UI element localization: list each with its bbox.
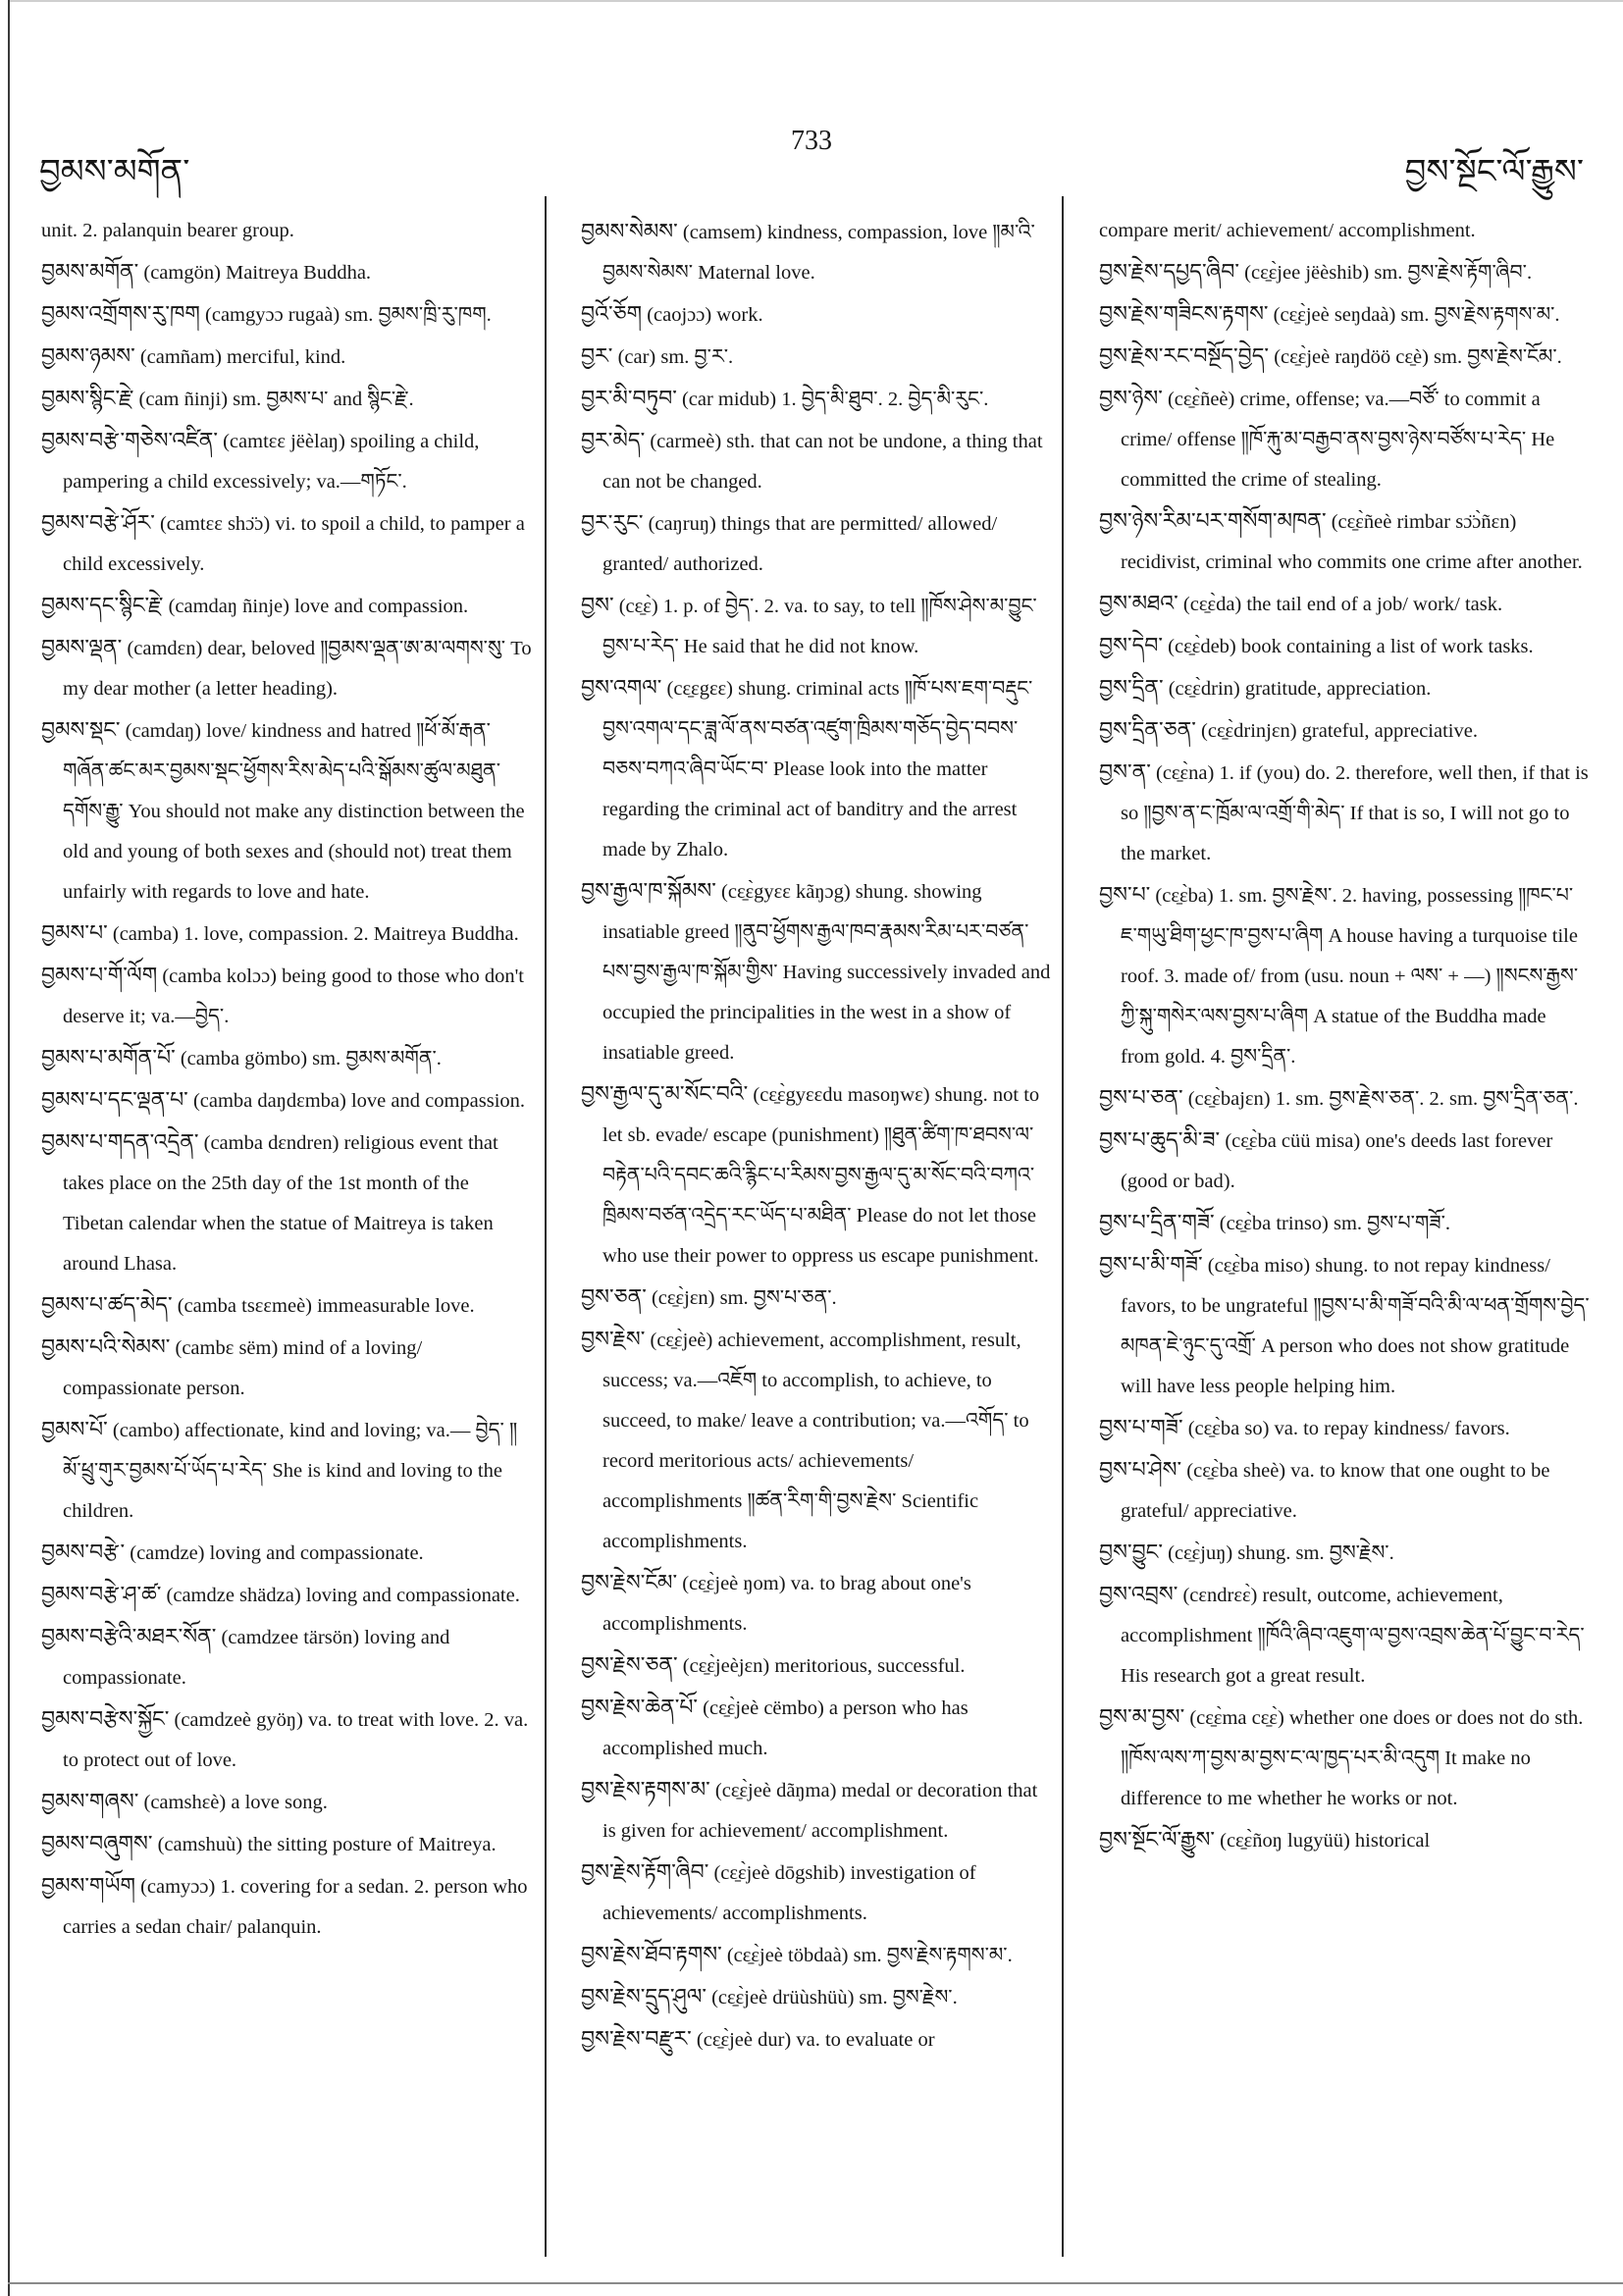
entry-headword: བྱམས་པའི་སེམས་ [41,1334,171,1359]
dictionary-entry [41,1865,532,1948]
entry-headword: བྱམས་བཞུགས་ [41,1831,153,1855]
entry-headword: བྱམས་པ་གདན་འདྲེན་ [41,1129,199,1154]
entry-headword: བྱམས་མགོན་ [41,259,139,284]
entry-definition: (cɛ̱ɛ̀ma cɛ̱ɛ̀) whether one does or does not do sth. ༎ཁོས་ལས་ཀ་བྱས་མ་བྱས་ང་ལ་ཁྱད་པར་མི་འདུག It make no difference to me whether he works or not. [1121,1707,1584,1809]
column-rule [1062,196,1064,2257]
entry-headword: བྱམས་གཞས་ [41,1789,139,1813]
entry-headword: བྱས་རྗེས་རང་བསྔོད་བྱེད་ [1099,343,1270,368]
entry-definition: (camñam) merciful, kind. [139,346,346,368]
dictionary-entry [41,913,532,955]
entry-headword: བྱམས་སྡང་ [41,717,121,742]
entry-definition: (camba gömbo) sm. བྱམས་མགོན་. [180,1048,442,1070]
dictionary-entry [1099,1449,1590,1532]
entry-definition: (cɛ̱ɛ̀juŋ) shung. sm. བྱས་རྗེས་. [1168,1542,1394,1564]
entry-headword: བྱས་རྗེས་དྲུད་ཤུལ་ [581,1984,707,2009]
entry-headword: བྱས་པ་མི་གཟོ་ [1099,1252,1203,1277]
entry-definition: (cɛ̱ɛ̀jeè) achievement, accomplishment, result, success; va.—འཇོག to accomplish, to achieve, to succeed, to make/ leave a contribution; va.—འགོད་ to record meritorious acts/ achievements/ accomplishments ༎ཚན་རིག་གི་བྱས་རྗེས་ Scientific accomplishments. [602,1330,1029,1552]
dictionary-entry [41,1574,532,1616]
dictionary-entry [41,502,532,585]
dictionary-entry [41,1532,532,1574]
entry-definition: (cɛ̱ɛ̀ba so) va. to repay kindness/ favors. [1187,1418,1510,1439]
entry-definition: (cɛ̱ɛ̀jeèjɛn) meritorious, successful. [682,1655,966,1677]
dictionary-entry [1099,336,1590,378]
page-header [39,116,1584,190]
entry-definition: (cɛ̱ɛgɛɛ) shung. criminal acts ༎ཁོ་པས་ཇག་བརྡུང་བྱས་འགལ་དང་ཟླ་ལོ་ནས་བཙན་འཛུག་ཁྲིམས་གཅོད་བྱེད་བབས་བཅས་བཀའ་ཞིབ་ཡོང་བ་ Please look into the matter regarding the criminal act of banditry and the arrest made by Zhalo. [602,678,1033,861]
entry-headword: བྱས་རྗེས་ཆེན་པོ་ [581,1695,699,1719]
entry-definition: (camba kolɔɔ) being good to those who don't deserve it; va.—བྱེད་. [63,965,524,1027]
entry-headword: བྱམས་ཉམས་ [41,343,135,368]
entry-definition: (camdɛn) dear, beloved ༎བྱམས་ལྡན་ཨ་མ་ལགས་སུ་ To my dear mother (a letter heading). [63,638,532,700]
entry-headword: བྱས་རྒྱལ་ཁ་སྐོམས་ [581,878,716,903]
entry-headword: བྱམས་བརྩེས་སྐྱོང་ [41,1706,170,1731]
entry-definition: (cɛ̱ɛ̀jeè cëmbo) a person who has accomplished much. [602,1697,969,1759]
entry-headword: བྱམས་བརྩེ་ [41,1539,126,1564]
dictionary-entry [41,1616,532,1698]
entry-headword: བྱས་བྱུང་ [1099,1539,1163,1564]
entry-definition: (cɛ̱ɛ̀) 1. p. of བྱེད་. 2. va. to say, to tell ༎ཁོས་ཤེས་མ་བྱུང་བྱས་པ་རེད་ He said that he did not know. [602,596,1037,657]
entry-definition: (cɛ̱ɛ̀na) 1. if (you) do. 2. therefore, well then, if that is so ༎བྱས་ན་ང་ཁྲོམ་ལ་འགྲོ་གི་མེད་ If that is so, I will not go to the market. [1121,762,1589,864]
entry-definition: (camba dɛndren) religious event that takes place on the 25th day of the 1st month of the Tibetan calendar when the statue of Maitreya is taken around Lhasa. [63,1132,498,1275]
guide-word-right: བྱས་སྔོང་ལོ་རྒྱུས་ [1404,154,1584,190]
entry-definition: (cɛ̱ɛ̀jee jëèshib) sm. བྱས་རྗེས་རྟོག་ཞིབ་. [1244,262,1533,284]
entry-headword: བྱས་མཐའ་ [1099,591,1178,615]
entry-headword: བྱར་མི་བཏུབ་ [581,386,677,410]
dictionary-entry [41,1284,532,1327]
entry-headword: བྱས་རྗེས་རྟོག་ཞིབ་ [581,1859,709,1884]
entry-headword: བྱས་དྲིན་ [1099,675,1164,700]
dictionary-entry [41,251,532,293]
entry-definition: (camba tsɛɛmeè) immeasurable love. [177,1295,475,1317]
entry-headword: བྱས་པ་ [1099,882,1151,907]
entry-definition: (cambɛ sëm) mind of a loving/ compassionate person. [63,1337,423,1399]
entry-definition: (car midub) 1. བྱེད་མི་ཐུབ་. 2. བྱེད་མི་རུང་. [681,389,989,410]
dictionary-entry [581,1934,1052,1976]
dictionary-entry [581,211,1052,293]
entry-headword: བྱས་སྔོང་ལོ་རྒྱུས་ [1099,1827,1215,1852]
entry-headword: བྱས་རྗེས་ [581,1327,646,1351]
dictionary-entry [1099,1407,1590,1449]
dictionary-entry [1099,1202,1590,1244]
dictionary-entry [581,1769,1052,1852]
entry-headword: བྱས་པ་ཅན་ [1099,1085,1183,1110]
dictionary-column-2 [581,211,1052,2061]
entry-definition: (cɛ̱ɛ̀ba trinso) sm. བྱས་པ་གཟོ་. [1219,1213,1451,1234]
page-number: 733 [791,126,832,156]
entry-headword: བྱས་དེབ་ [1099,633,1164,657]
dictionary-entry [41,1037,532,1079]
entry-definition: (camdzeè gyöŋ) va. to treat with love. 2. va. to protect out of love. [63,1709,529,1771]
entry-definition: (cɛ̱ɛ̀jeè töbdaà) sm. བྱས་རྗེས་རྟགས་མ་. [726,1945,1013,1966]
dictionary-entry [1099,1120,1590,1202]
entry-headword: བྱས་ཉེས་ [1099,386,1163,410]
dictionary-entry [1099,378,1590,500]
dictionary-entry [1099,211,1590,251]
entry-headword: བྱས་ཉེས་རིམ་པར་གསོག་མཁན་ [1099,508,1327,533]
dictionary-entry [41,709,532,913]
dictionary-entry [581,502,1052,585]
entry-headword: བྱམས་སྙིང་རྗེ་ [41,386,134,410]
dictionary-entry [41,211,532,251]
entry-definition: (cɛ̱ɛ̀gyɛɛ kãŋɔg) shung. showing insatiable greed ༎ནུབ་ཕྱོགས་རྒྱལ་ཁབ་རྣམས་རིམ་པར་བཙན་པས་བྱས་རྒྱལ་ཁ་སྐོམ་གྱིས་ Having successively invaded and occupied the principalities in the west in a show of insatiable greed. [602,881,1051,1064]
dictionary-entry [1099,500,1590,583]
entry-headword: བྱས་རྗེས་ཐོབ་རྟགས་ [581,1942,722,1966]
entry-definition: (caŋruŋ) things that are permitted/ allowed/ granted/ authorized. [602,513,998,575]
entry-headword: བྱའོ་ཅོག [581,301,643,326]
entry-definition: unit. 2. palanquin bearer group. [41,220,294,241]
entry-headword: བྱས་རྗེས་ངོམ་ [581,1570,678,1594]
entry-headword: བྱམས་གཡོག [41,1873,135,1898]
dictionary-entry [41,1781,532,1823]
entry-headword: བྱམས་པོ་ [41,1417,108,1441]
dictionary-entry [581,1073,1052,1277]
dictionary-entry [581,1644,1052,1687]
entry-definition: (camshɛè) a love song. [143,1792,328,1813]
column-rule [545,196,547,2257]
entry-headword: བྱས་མ་བྱས་ [1099,1704,1185,1729]
entry-headword: བྱམས་བརྩེ་ཤོར་ [41,510,155,535]
entry-definition: (carmeè) sth. that can not be undone, a thing that can not be changed. [602,431,1043,493]
entry-headword: བྱམས་པ་དང་ལྡན་པ་ [41,1087,188,1112]
dictionary-entry [1099,583,1590,625]
entry-headword: བྱས་ [581,593,614,617]
entry-definition: (cɛ̱ɛ̀jeè drüùshüù) sm. བྱས་རྗེས་. [711,1987,958,2009]
entry-definition: (camtɛɛ shɔ̈ɔ) vi. to spoil a child, to pamper a child excessively. [63,513,525,575]
entry-definition: (cam ñinji) sm. བྱམས་པ་ and སྙིང་རྗེ་. [138,389,414,410]
dictionary-entry [581,585,1052,667]
entry-headword: བྱས་པ་དྲིན་གཟོ་ [1099,1210,1215,1234]
dictionary-entry [1099,667,1590,709]
entry-definition: (camsem) kindness, compassion, love ༎མ་འི་བྱམས་སེམས་ Maternal love. [602,222,1035,284]
dictionary-entry [581,1976,1052,2018]
entry-headword: བྱམས་པ་མགོན་པོ་ [41,1045,176,1070]
entry-definition: (cɛ̱ɛ̀jeè dur) va. to evaluate or [696,2029,935,2051]
dictionary-entry [581,378,1052,420]
dictionary-entry [581,1277,1052,1319]
entry-headword: བྱར་རུང་ [581,510,644,535]
entry-headword: བྱས་འགལ་ [581,675,662,700]
entry-definition: (cɛ̱ɛ̀gyɛɛdu masoŋwɛ) shung. not to let sb. evade/ escape (punishment) ༎ཐུན་ཚིག་ཁ་ཐབས་ལ་བརྟེན་པའི་དབང་ཆའི་རྙིང་པ་རིམས་བྱས་རྒྱལ་དུ་མ་སོང་བའི་བཀའ་ཁྲིམས་བཙན་འདྲེད་རང་ཡོད་པ་མཐིན་ Please do not let those who use their power to oppress us escape punishment. [602,1084,1040,1267]
dictionary-entry [1099,752,1590,874]
entry-definition: (camgön) Maitreya Buddha. [143,262,372,284]
dictionary-entry [1099,1696,1590,1819]
dictionary-entry [1099,1532,1590,1574]
entry-definition: (car) sm. བྱ་ར་. [617,346,734,368]
dictionary-entry [41,1823,532,1865]
entry-headword: བྱར་མེད་ [581,428,646,452]
page-edge-top [8,0,1623,2]
entry-headword: བྱམས་སེམས་ [581,219,678,243]
entry-definition: (cɛ̱ɛ̀jeè ŋom) va. to brag about one's accomplishments. [602,1573,971,1635]
entry-definition: (camba) 1. love, compassion. 2. Maitreya Buddha. [112,923,519,945]
entry-definition: (camtɛɛ jëèlaŋ) spoiling a child, pampering a child excessively; va.—གཏོང་. [63,431,480,493]
entry-definition: (camshuù) the sitting posture of Maitreya. [157,1834,497,1855]
dictionary-entry [41,378,532,420]
dictionary-entry [581,420,1052,502]
entry-headword: བྱས་པ་གཟོ་ [1099,1415,1183,1439]
dictionary-entry [581,1687,1052,1769]
dictionary-entry [41,336,532,378]
dictionary-entry [41,585,532,627]
entry-definition: (camdaŋ) love/ kindness and hatred ༎ཕོ་མོ་རྒན་གཞོན་ཚང་མར་བྱམས་སྡང་ཕྱོགས་རིས་མེད་པའི་སྒོམས་ཚུལ་མཐུན་དགོས་རྒྱུ་ You should not make any distinction between the old and young of both sexes and (should not) treat them unfairly with regards to love and hate. [63,720,525,903]
dictionary-entry [1099,709,1590,752]
entry-definition: (camgyɔɔ rugaà) sm. བྱམས་ཁྲི་རུ་ཁག. [205,304,492,326]
entry-headword: བྱས་པ་ཆུད་མི་ཟ་ [1099,1127,1221,1152]
entry-definition: (camba daŋdɛmba) love and compassion. [192,1090,526,1112]
entry-definition: (cɛ̱ɛ̀jɛn) sm. བྱས་པ་ཅན་. [651,1287,837,1309]
dictionary-entry [581,667,1052,870]
entry-headword: བྱས་རྗེས་ཅན་ [581,1652,678,1677]
entry-definition: (cɛ̱ɛ̀ñoŋ lugyüü) historical [1220,1830,1431,1852]
entry-headword: བྱམས་བརྩེའི་མཐར་སོན་ [41,1624,217,1648]
entry-definition: (camdze shädza) loving and compassionate. [166,1585,520,1606]
entry-definition: (cɛ̱ɛ̀jeè dãŋma) medal or decoration that is given for achievement/ accomplishment. [602,1780,1038,1842]
entry-headword: བྱས་པ་ཤེས་ [1099,1457,1182,1482]
entry-headword: བྱམས་ལྡན་ [41,635,123,659]
entry-definition: (caojɔɔ) work. [647,304,763,326]
entry-definition: (cɛ̱ɛ̀ñeè) crime, offense; va.—བཙོ་ to commit a crime/ offense ༎ཁོ་རྐུ་མ་བརྒྱབ་ནས་བྱས་ཉེས་བཙོས་པ་རེད་ He committed the crime of stealing. [1121,389,1555,491]
entry-definition: (cɛ̱ɛ̀jeè seŋdaà) sm. བྱས་རྗེས་རྟགས་མ་. [1273,304,1560,326]
entry-definition: (cɛ̱ɛ̀jeè dōgshib) investigation of achievements/ accomplishments. [602,1862,976,1924]
entry-definition: (cɛ̱ɛ̀deb) book containing a list of work tasks. [1168,636,1534,657]
entry-definition: compare merit/ achievement/ accomplishment. [1099,220,1476,241]
entry-definition: (cɛ̱ɛ̀ba sheè) va. to know that one ought to be grateful/ appreciative. [1121,1460,1550,1522]
entry-headword: བྱམས་བརྩེ་གཅེས་འཛིན་ [41,428,218,452]
dictionary-entry [581,1852,1052,1934]
entry-headword: བྱམས་པ་གོ་ལོག [41,963,158,987]
entry-definition: (cɛ̱ɛ̀ba) 1. sm. བྱས་རྗེས་. 2. having, possessing ༎ཁང་པ་ཇ་གཡུ་ཐིག་ཕྱང་ཁ་བྱས་པ་ཞིག A house having a turquoise tile roof. 3. made of/ from (usu. noun + ལས་ + —) ༎སངས་རྒྱས་ཀྱི་སྐུ་གསེར་ལས་བྱས་པ་ཞིག A statue of the Buddha made from gold. 4. བྱས་དྲིན་. [1121,885,1579,1068]
dictionary-entry [41,1327,532,1409]
dictionary-entry [41,627,532,709]
dictionary-entry [1099,293,1590,336]
entry-headword: བྱས་རྗེས་རྟགས་མ་ [581,1777,710,1801]
dictionary-entry [1099,1244,1590,1407]
dictionary-entry [1099,625,1590,667]
entry-headword: བྱས་དྲིན་ཅན་ [1099,717,1196,742]
dictionary-entry [581,1562,1052,1644]
dictionary-column-1 [41,211,532,1948]
dictionary-entry [1099,1077,1590,1120]
entry-headword: བྱས་ཅན་ [581,1284,647,1309]
dictionary-entry [1099,251,1590,293]
entry-headword: བྱམས་བརྩེ་ཤ་ཚ་ [41,1582,162,1606]
dictionary-entry [1099,1574,1590,1696]
entry-headword: བྱམས་པ་ཚད་མེད་ [41,1292,173,1317]
dictionary-entry [1099,874,1590,1077]
entry-definition: (cɛ̱ɛ̀bajɛn) 1. sm. བྱས་རྗེས་ཅན་. 2. sm. བྱས་དྲིན་ཅན་. [1187,1088,1579,1110]
entry-headword: བྱར་ [581,343,613,368]
dictionary-entry [581,336,1052,378]
page-bottom-edge [8,2282,1623,2284]
entry-definition: (cɛ̱ɛ̀drin) gratitude, appreciation. [1168,678,1432,700]
entry-headword: བྱམས་པ་ [41,920,108,945]
entry-headword: བྱས་རྗེས་དཔྱད་ཞིབ་ [1099,259,1240,284]
entry-headword: བྱམས་དང་སྙིང་རྗེ་ [41,593,164,617]
dictionary-entry [41,955,532,1037]
dictionary-entry [581,2018,1052,2061]
entry-definition: (cɛndrɛɛ̀) result, outcome, achievement, accomplishment ༎ཁོའི་ཞིབ་འཇུག་ལ་བྱས་འབྲས་ཆེན་པོ་བྱུང་བ་རེད་ His research got a great result. [1121,1585,1585,1687]
dictionary-entry [41,1698,532,1781]
entry-headword: བྱས་རྗེས་གཟིངས་རྟགས་ [1099,301,1269,326]
entry-definition: (camdaŋ ñinje) love and compassion. [168,596,469,617]
entry-headword: བྱམས་འགྲོགས་རུ་ཁག [41,301,200,326]
entry-definition: (camyɔɔ) 1. covering for a sedan. 2. person who carries a sedan chair/ palanquin. [63,1876,528,1938]
dictionary-entry [41,1079,532,1122]
dictionary-entry [1099,1819,1590,1861]
entry-headword: བྱས་འབྲས་ [1099,1582,1178,1606]
dictionary-entry [581,1319,1052,1562]
dictionary-entry [581,293,1052,336]
entry-definition: (cɛ̱ɛ̀ñeè rimbar sɔ̈ɔ̀ñɛn) recidivist, criminal who commits one crime after another. [1121,511,1583,573]
dictionary-column-3 [1099,211,1590,1861]
entry-headword: བྱས་རྗེས་བརྫུར་ [581,2026,692,2051]
entry-definition: (cɛ̱ɛ̀jeè raŋdöö cɛ̱è) sm. བྱས་རྗེས་ངོམ་. [1274,346,1562,368]
entry-definition: (cɛ̱ɛ̀drinjɛn) grateful, appreciative. [1201,720,1478,742]
dictionary-entry [41,420,532,502]
entry-definition: (cɛ̱ɛ̀da) the tail end of a job/ work/ task. [1182,594,1503,615]
dictionary-entry [581,870,1052,1073]
dictionary-entry [41,1122,532,1284]
entry-definition: (camdze) loving and compassionate. [130,1542,424,1564]
entry-definition: (cambo) affectionate, kind and loving; va.— བྱེད་ ༎མོ་ཕྲུ་གུར་བྱམས་པོ་ཡོད་པ་རེད་ She is kind and loving to the children. [63,1420,518,1522]
dictionary-entry [41,293,532,336]
guide-word-left: བྱམས་མགོན་ [39,154,190,190]
page-edge-left [8,0,10,2296]
entry-definition: (cɛ̱ɛ̀ba cüü misa) one's deeds last forever (good or bad). [1121,1130,1553,1192]
entry-definition: (cɛ̱ɛ̀ba miso) shung. to not repay kindness/ favors, to be ungrateful ༎བྱས་པ་མི་གཟོ་བའི་མི་ལ་ཕན་གྲོགས་བྱེད་མཁན་ཇེ་ཉུང་དུ་འགྲོ་ A person who does not show gratitude will have less people helping him. [1121,1255,1590,1397]
entry-definition: (camdzee tärsön) loving and compassionate. [63,1627,450,1689]
entry-headword: བྱས་རྒྱལ་དུ་མ་སོང་བའི་ [581,1081,749,1106]
entry-headword: བྱས་ན་ [1099,759,1151,784]
dictionary-entry [41,1409,532,1532]
